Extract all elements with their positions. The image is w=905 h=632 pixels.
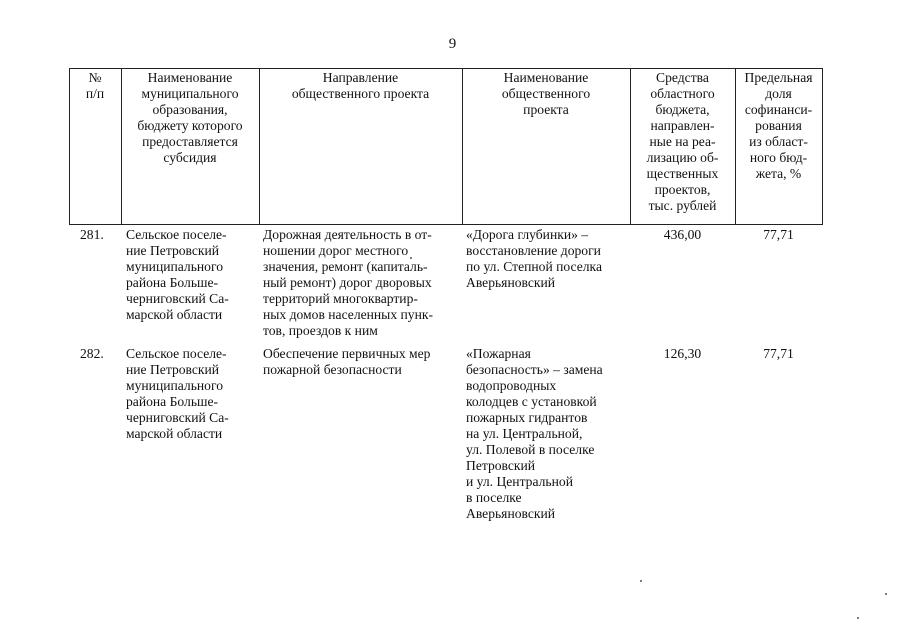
header-share: Предельная доля софинанси- рования из област- ного бюд- жета, % [744,70,813,181]
column-divider [822,68,823,224]
scan-speck [410,257,412,259]
row-project-name: «Дорога глубинки» – восстановление дороги по ул. Степной поселка Аверьяновский [466,227,602,290]
row-funds: 436,00 [663,227,702,242]
scan-speck [857,617,859,619]
header-direction: Направление общественного проекта [291,70,430,101]
row-number: 281. [80,227,104,242]
row-share: 77,71 [763,227,794,242]
page-number: 9 [448,36,457,52]
header-project-name: Наименование общественного проекта [501,70,591,117]
row-share: 77,71 [763,346,794,361]
header-number: № п/п [85,70,105,101]
header-funds: Средства областного бюджета, направлен- ные на реа- лизацию об- щественных проектов, тыс. рублей [646,70,719,213]
row-project-name: «Пожарная безопасность» – замена водопроводных колодцев с установкой пожарных гидрантов на ул. Центральной, ул. Полевой в поселке Петровский и ул. Центральной в поселке Аверьяновский [466,346,603,521]
scan-speck [640,580,642,582]
table-top-border [69,68,823,69]
row-municipality: Сельское поселе- ние Петровский муниципального района Больше- черниговский Са- марской области [126,346,229,441]
header-bottom-border [69,224,823,225]
scan-speck [885,593,887,595]
row-funds: 126,30 [663,346,702,361]
row-municipality: Сельское поселе- ние Петровский муниципального района Больше- черниговский Са- марской области [126,227,229,322]
header-municipality: Наименование муниципального образования, бюджету которого предоставляется субсидия [137,70,243,165]
row-number: 282. [80,346,104,361]
row-direction: Обеспечение первичных мер пожарной безопасности [263,346,431,377]
row-direction: Дорожная деятельность в от- ношении дорог местного значения, ремонт (капиталь- ный ремонт) дорог дворовых территорий многоквартир- ных домов населенных пунк- тов, проездов к ним [263,227,433,338]
